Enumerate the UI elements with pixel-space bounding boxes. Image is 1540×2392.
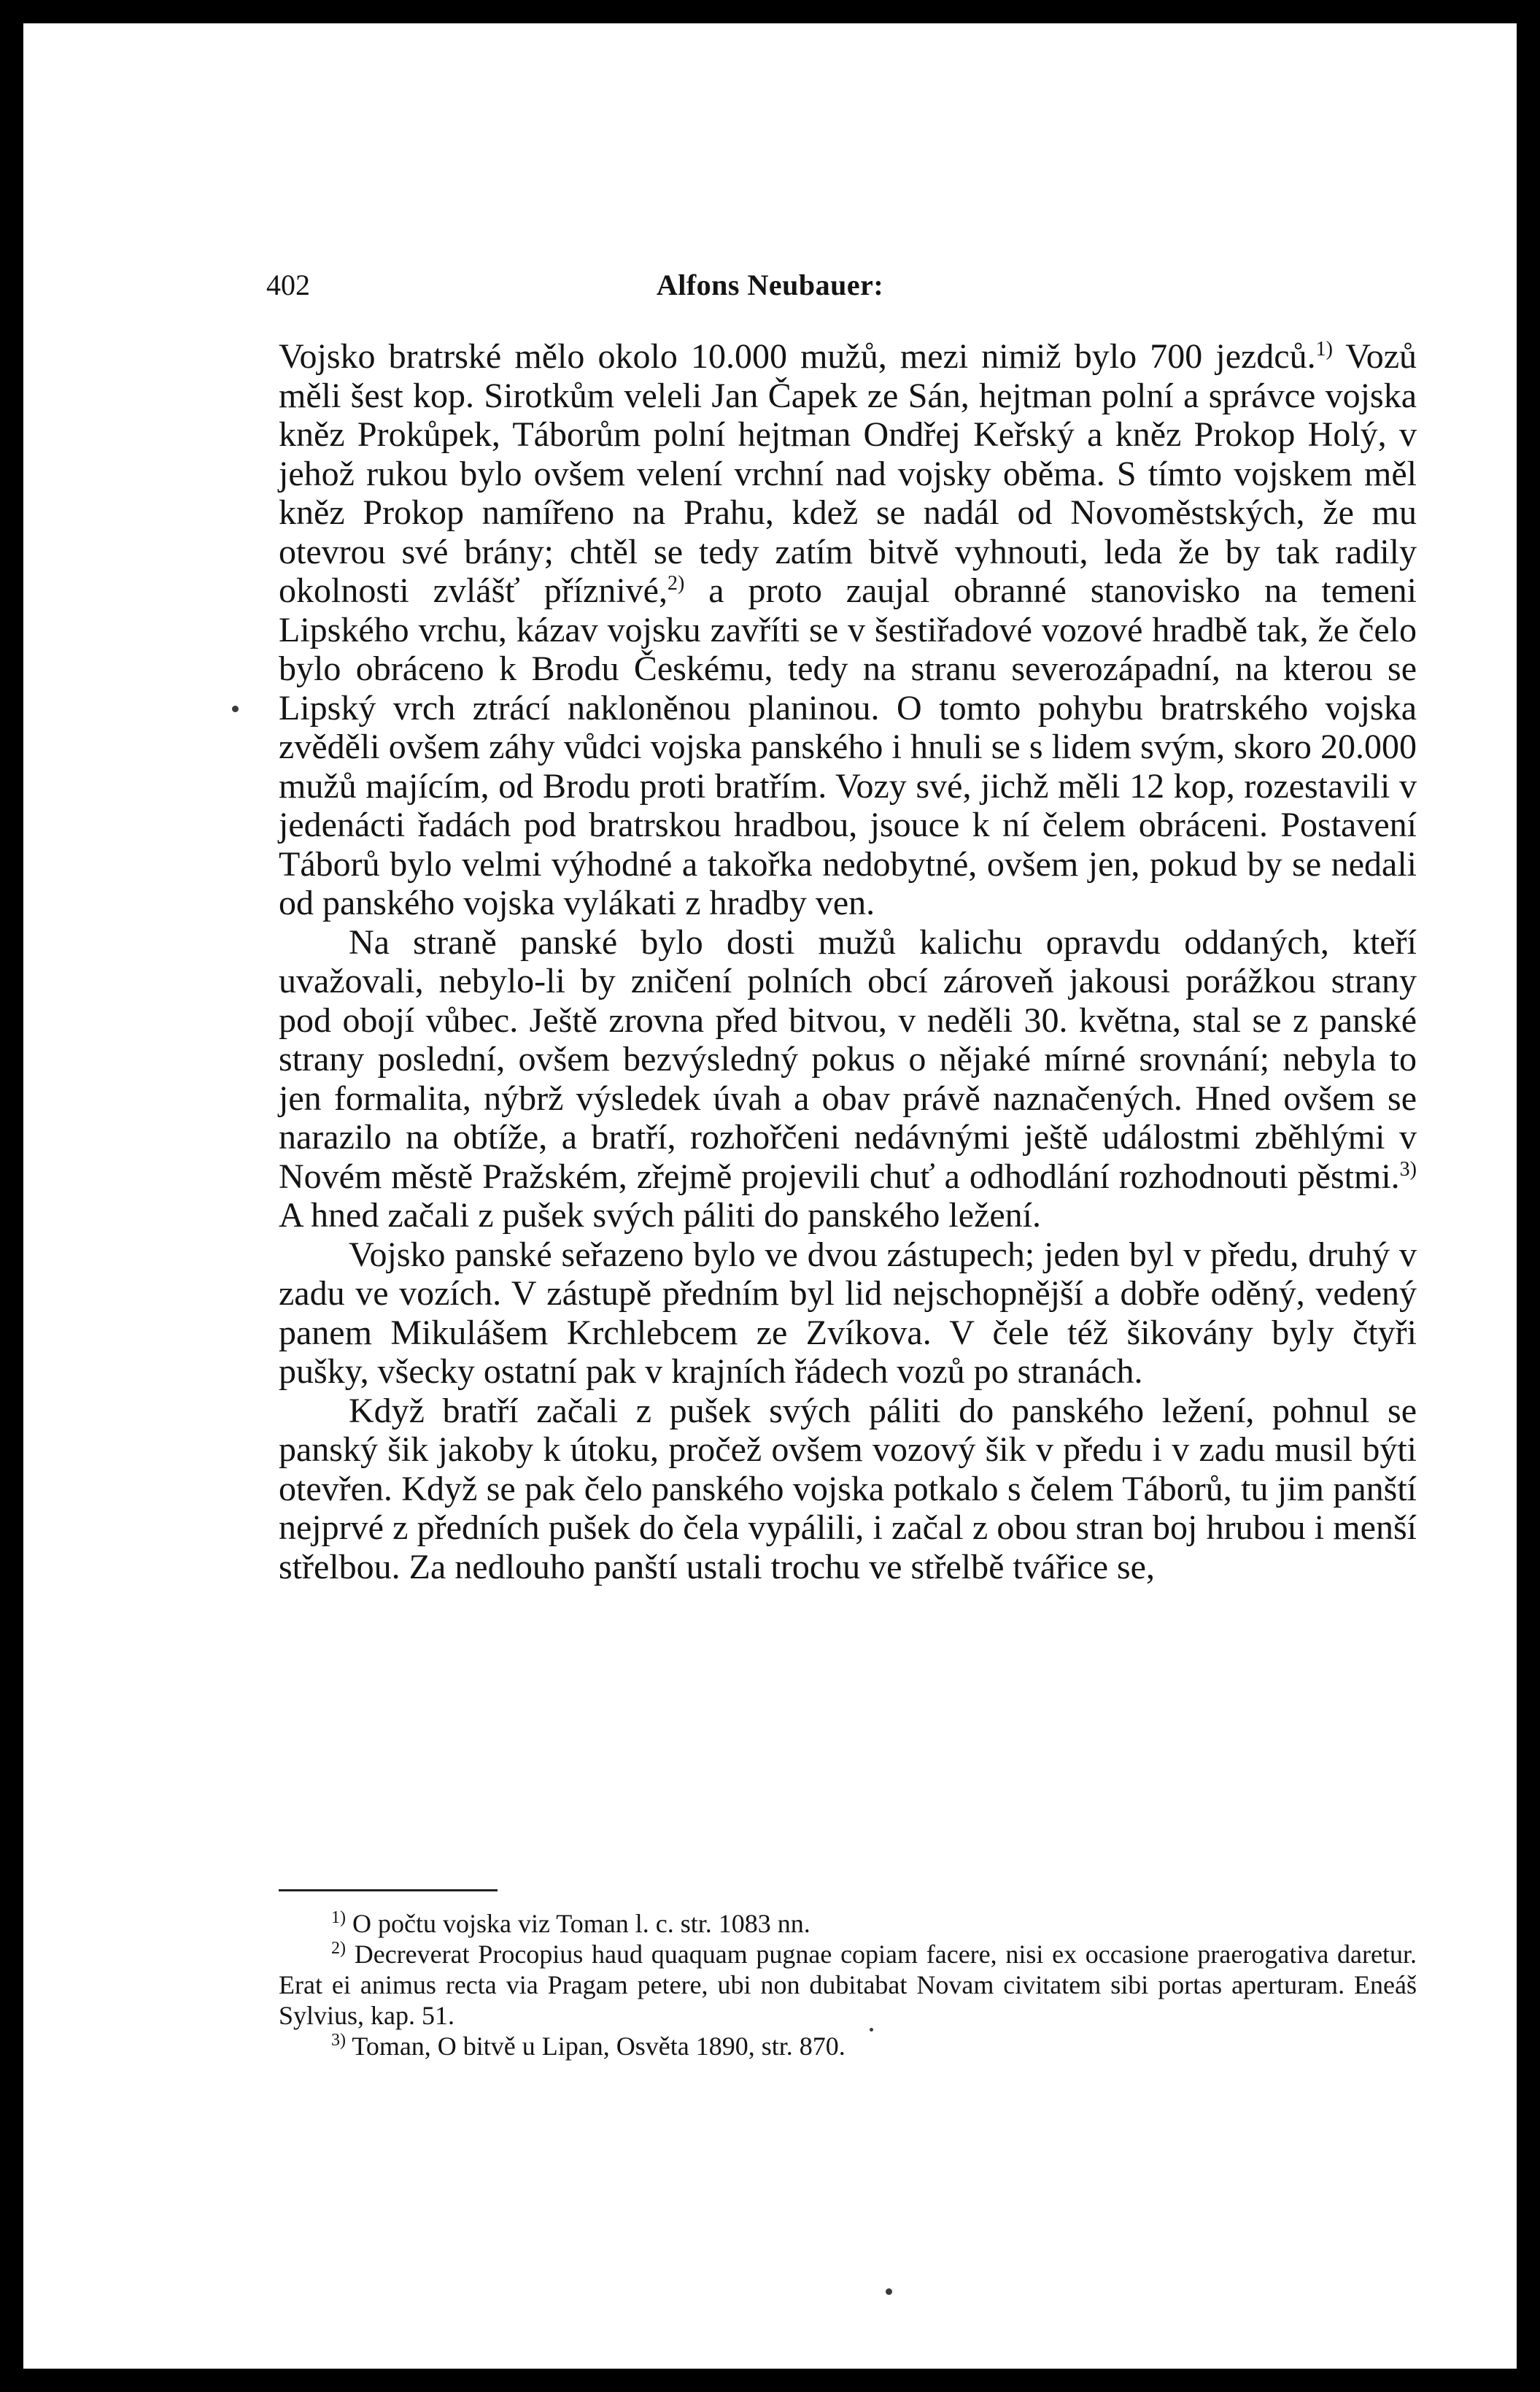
footnote-mark-3: 3) [331,2031,346,2050]
footnote-text-2: Decreverat Procopius haud quaquam pugnae copiam facere, nisi ex occasione praerogativa daretur. Erat ei animus recta via Pragam petere, ubi non dubitabat Novam civitatem sibi portas aperturam. Eneáš Sylvius, kap. 51. [279,1940,1417,2030]
document-page [23,23,1517,2369]
scan-speck [886,2288,892,2295]
scan-speck [232,706,239,712]
paragraph-2-part-b: A hned začali z pušek svých páliti do panského ležení. [279,1196,1042,1235]
paragraph-1-part-c: a proto zaujal obranné stanovisko na temeni Lipského vrchu, kázav vojsku zavříti se v šestiřadové vozové hradbě tak, že čelo bylo obráceno k Brodu Českému, tedy na stranu severozápadní, na kterou se Lipský vrch ztrácí nakloněnou planinou. O tomto pohybu bratrského vojska zvěděli ovšem záhy vůdci vojska panského i hnuli se s lidem svým, skoro 20.000 mužů majícím, od Brodu proti bratřím. Vozy své, jichž měli 12 kop, rozestavili v jedenácti řadách pod bratrskou hradbou, jsouce k ní čelem obráceni. Postavení Táborů bylo velmi výhodné a takořka nedobytné, ovšem jen, pokud by se nedali od panského vojska vylákati z hradby ven. [279,571,1417,922]
footnotes [279,1908,1417,2061]
footnote-ref-1: 1) [1315,338,1333,360]
paragraph-3: Vojsko panské seřazeno bylo ve dvou zástupech; jeden byl v předu, druhý v zadu ve vozích. V zástupě předním byl lid nejschopnější a dobře oděný, vedený panem Mikulášem Krchlebcem ze Zvíkova. V čele též šikovány byly čtyři pušky, všecky ostatní pak v krajních řádech vozů po stranách. [279,1235,1417,1391]
footnote-2 [279,1939,1417,2031]
paragraph-1-part-a: Vojsko bratrské mělo okolo 10.000 mužů, mezi nimiž bylo 700 jezdců. [279,337,1316,376]
footnote-text-1: O počtu vojska viz Toman l. c. str. 1083 nn. [346,1909,810,1938]
running-title: Alfons Neubauer: [656,269,884,301]
footnote-ref-3: 3) [1399,1157,1417,1181]
running-header [23,268,1517,312]
footnote-1 [279,1908,1417,1939]
paragraph-2 [279,923,1417,1235]
body-text [279,337,1417,1586]
page-number: 402 [266,269,310,301]
scan-speck [870,2028,873,2032]
paragraph-2-part-a: Na straně panské bylo dosti mužů kalichu opravdu oddaných, kteří uvažovali, nebylo-li by zničení polních obcí zároveň jakousi porážkou strany pod obojí vůbec. Ještě zrovna před bitvou, v neděli 30. května, stal se z panské strany poslední, ovšem bezvýsledný pokus o nějaké mírné srovnání; nebyla to jen formalita, nýbrž výsledek úvah a obav právě naznačených. Hned ovšem se narazilo na obtíže, a bratří, rozhořčeni nedávnými ještě událostmi zběhlými v Novém městě Pražském, zřejmě projevili chuť a odhodlání rozhodnouti pěstmi. [279,922,1417,1196]
footnote-mark-2: 2) [331,1939,346,1958]
paragraph-4: Když bratří začali z pušek svých páliti do panského ležení, pohnul se panský šik jakoby k útoku, pročež ovšem vozový šik v předu i v zadu musil býti otevřen. Když se pak čelo panského vojska potkalo s čelem Táborů, tu jim panští nejprvé z předních pušek do čela vypálili, i začal z obou stran boj hrubou i menší střelbou. Za nedlouho panští ustali trochu ve střelbě tvářice se, [279,1391,1417,1586]
footnote-separator [279,1889,498,1891]
footnote-mark-1: 1) [331,1908,346,1927]
footnote-3 [279,2031,1417,2061]
footnote-text-3: Toman, O bitvě u Lipan, Osvěta 1890, str. 870. [346,2032,846,2061]
paragraph-1 [279,337,1417,923]
footnote-ref-2: 2) [667,572,685,595]
paragraph-1-part-b: Vozů měli šest kop. Sirotkům veleli Jan Čapek ze Sán, hejtman polní a správce vojska kněz Prokůpek, Táborům polní hejtman Ondřej Keřský a kněz Prokop Holý, v jehož rukou bylo ovšem velení vrchní nad vojsky oběma. S tímto vojskem měl kněz Prokop namířeno na Prahu, kdež se nadál od Novoměstských, že mu otevrou své brány; chtěl se tedy zatím bitvě vyhnouti, leda že by tak radily okolnosti zvlášť příznivé, [279,337,1417,610]
